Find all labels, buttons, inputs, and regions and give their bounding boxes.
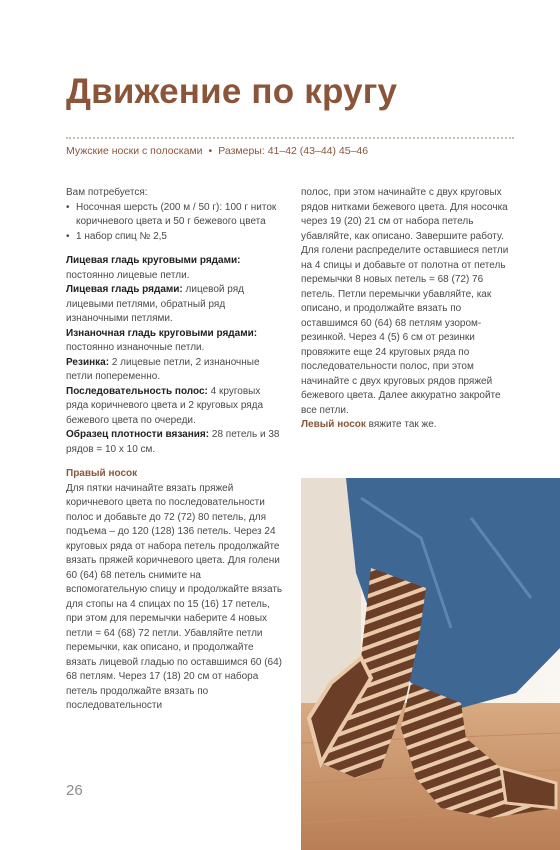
definition <box>66 254 284 283</box>
requirements-list <box>66 201 284 245</box>
definition-text: 4 круговых ряда коричневого цвета и 2 круговых ряда бежевого цвета по очереди. <box>66 385 264 426</box>
right-sock-heading: Правый носок <box>66 468 138 479</box>
subtitle <box>66 145 368 157</box>
definition-text: 28 петель и 38 рядов = 10 х 10 см. <box>66 429 280 455</box>
definition-term: Резинка: <box>66 356 110 368</box>
left-sock-label: Левый носок <box>301 419 366 430</box>
right-sock-text: Для пятки начинайте вязать пряжей коричневого цвета по последовательности полос и добавьте до 72 (72) 80 петель, для подъема – до 120 (128) 136 петель. Через 24 круговых ряда от набора петель продолжайте вязать пряжей коричневого цвета. Для голени 60 (64) 68 петель снимите на вспомогательную спицу и продолжайте вязать для стопы на 4 спицах по 15 (16) 17 петель, при этом для перемычки наберите 4 новых петли = 64 (68) 72 петли. Убавляйте петли перемычки, как описано, и продолжайте вязать лицевой гладью по оставшимся 60 (64) 68 петлям. Через 17 (18) 20 см от набора петель продолжайте вязать по последовательности <box>66 482 283 711</box>
page-number: 26 <box>66 782 83 799</box>
definition <box>66 385 284 429</box>
definition-term: Лицевая гладь круговыми рядами: <box>66 255 241 266</box>
left-sock-note <box>301 418 509 433</box>
left-sock-text: вяжите так же. <box>368 419 437 430</box>
page-title: Движение по кругу <box>66 72 398 111</box>
dotted-divider <box>66 137 514 139</box>
definition-term: Изнаночная гладь круговыми рядами: <box>66 327 258 339</box>
sizes: Размеры: 41–42 (43–44) 45–46 <box>218 145 369 157</box>
paragraph: полос, при этом начинайте с двух круговых рядов нитками бежевого цвета. Для носочка через 19 (20) 21 см от набора петель убавляйте, как описано. Завершите работу. <box>301 187 508 242</box>
right-column <box>301 186 509 433</box>
definition <box>66 428 284 457</box>
definition-term: Последовательность полос: <box>66 385 208 397</box>
project-name: Мужские носки с полосками <box>66 145 203 157</box>
definition-text: 2 лицевые петли, 2 изнаночные петли попеременно. <box>66 356 260 382</box>
paragraph: Для голени распределите оставшиеся петли на 4 спицы и добавьте от полотна от петель перемычки 8 новых петель = 68 (72) 76 петель. Петли перемычки убавляйте, как описано, и продолжайте вязать по оставшимся 60 (64) 68 петлям узором-резинкой. Через 4 (5) 6 см от резинки провяжите еще 24 круговых ряда по последовательности полос, при этом начинайте с двух круговых рядов пряжей бежевого цвета. Далее аккуратно закройте все петли. <box>301 245 509 416</box>
left-column <box>66 186 284 714</box>
requirements-heading: Вам потребуется: <box>66 187 148 198</box>
definition-text: постоянно лицевые петли. <box>66 269 190 281</box>
definition <box>66 327 284 356</box>
definition <box>66 356 284 385</box>
requirement-item: • 1 набор спиц № 2,5 <box>66 230 284 245</box>
definition-text: постоянно изнаночные петли. <box>66 342 205 353</box>
definition-term: Образец плотности вязания: <box>66 429 210 440</box>
socks-photo <box>301 478 560 850</box>
definition <box>66 283 284 327</box>
separator-dot: • <box>208 145 213 157</box>
definition-term: Лицевая гладь рядами: <box>66 284 183 295</box>
requirement-item: • Носочная шерсть (200 м / 50 г): 100 г ниток коричневого цвета и 50 г бежевого цвета <box>66 201 284 230</box>
definition-text: лицевой ряд лицевыми петлями, обратный ряд изнаночными петлями. <box>66 284 244 324</box>
